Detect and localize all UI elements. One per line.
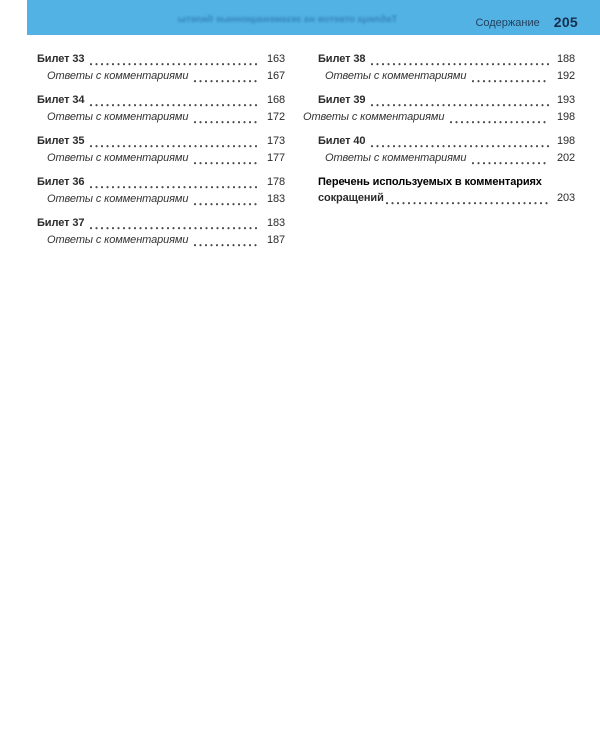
toc-entry-title: Билет 36	[37, 176, 85, 188]
toc-subentry	[37, 191, 285, 208]
toc-entry	[37, 215, 285, 232]
toc-subentry	[37, 68, 285, 85]
toc-subentry	[318, 68, 575, 85]
toc-subentry-page: 177	[266, 152, 285, 164]
page-number: 205	[553, 14, 578, 30]
toc-subentry-title: Ответы с комментариями	[47, 234, 189, 246]
toc-subentry-title: Ответы с комментариями	[47, 193, 189, 205]
toc-subentry-page: 202	[556, 152, 575, 164]
toc-column-left	[37, 51, 285, 256]
toc-entry-page: 183	[266, 217, 285, 229]
dot-leader	[90, 184, 259, 189]
toc-entry-title: Билет 39	[318, 94, 366, 106]
toc-subentry-page: 172	[266, 111, 285, 123]
toc-subentry-page: 167	[266, 70, 285, 82]
appendix-title-line2: сокращений	[318, 192, 384, 204]
toc-subentry	[37, 150, 285, 167]
appendix-title-line1: Перечень используемых в комментариях	[318, 176, 542, 188]
toc-entry-title: Билет 38	[318, 53, 366, 65]
dot-leader	[90, 61, 259, 66]
toc-entry	[37, 133, 285, 150]
toc-subentry	[303, 109, 575, 126]
dot-leader	[386, 200, 549, 205]
toc-entry-page: 198	[556, 135, 575, 147]
dot-leader	[472, 160, 549, 165]
toc-subentry-title: Ответы с комментариями	[47, 111, 189, 123]
toc-entry	[318, 51, 575, 68]
toc-group-appendix	[318, 174, 575, 207]
toc-entry-page: 193	[556, 94, 575, 106]
toc-subentry-title: Ответы с комментариями	[325, 70, 467, 82]
toc-subentry	[37, 232, 285, 249]
toc-entry	[37, 51, 285, 68]
toc-subentry-page: 183	[266, 193, 285, 205]
toc-entry-title: Билет 37	[37, 217, 85, 229]
toc-column-right	[303, 51, 575, 214]
toc-group	[37, 215, 285, 249]
dot-leader	[90, 102, 259, 107]
toc-entry-page: 188	[556, 53, 575, 65]
section-title: Содержание	[475, 17, 540, 29]
toc-subentry	[37, 109, 285, 126]
toc-group	[303, 92, 575, 126]
toc-group	[37, 51, 285, 85]
toc-entry	[318, 133, 575, 150]
dot-leader	[194, 201, 259, 206]
dot-leader	[90, 143, 259, 148]
toc-entry-title: Билет 35	[37, 135, 85, 147]
toc-entry-page: 163	[266, 53, 285, 65]
toc-entry-title: Билет 40	[318, 135, 366, 147]
page-header	[27, 0, 600, 35]
dot-leader	[371, 143, 549, 148]
toc-group	[37, 174, 285, 208]
appendix-title-line2-row	[318, 190, 575, 207]
toc-entry	[37, 174, 285, 191]
toc-group	[37, 133, 285, 167]
toc-subentry	[318, 150, 575, 167]
toc-entry-title: Билет 33	[37, 53, 85, 65]
appendix-page: 203	[556, 192, 575, 204]
toc-group	[318, 133, 575, 167]
toc-subentry-title: Ответы с комментариями	[325, 152, 467, 164]
toc-entry-title: Билет 34	[37, 94, 85, 106]
dot-leader	[194, 78, 259, 83]
dot-leader	[194, 242, 259, 247]
toc-entry-page: 173	[266, 135, 285, 147]
toc-subentry-page: 187	[266, 234, 285, 246]
toc-entry	[37, 92, 285, 109]
dot-leader	[371, 61, 549, 66]
dot-leader	[194, 119, 259, 124]
dot-leader	[194, 160, 259, 165]
dot-leader	[450, 119, 549, 124]
toc-entry-page: 168	[266, 94, 285, 106]
toc-subentry-page: 192	[556, 70, 575, 82]
toc-subentry-title: Ответы с комментариями	[47, 152, 189, 164]
bleedthrough-text: Таблица ответов на экзаменационные билеты	[177, 14, 398, 25]
dot-leader	[371, 102, 549, 107]
toc-entry-page: 178	[266, 176, 285, 188]
toc-group	[37, 92, 285, 126]
dot-leader	[90, 225, 259, 230]
toc-subentry-title: Ответы с комментариями	[303, 111, 445, 123]
toc-group	[318, 51, 575, 85]
toc-entry	[318, 92, 575, 109]
toc-subentry-title: Ответы с комментариями	[47, 70, 189, 82]
toc-subentry-page: 198	[556, 111, 575, 123]
dot-leader	[472, 78, 549, 83]
